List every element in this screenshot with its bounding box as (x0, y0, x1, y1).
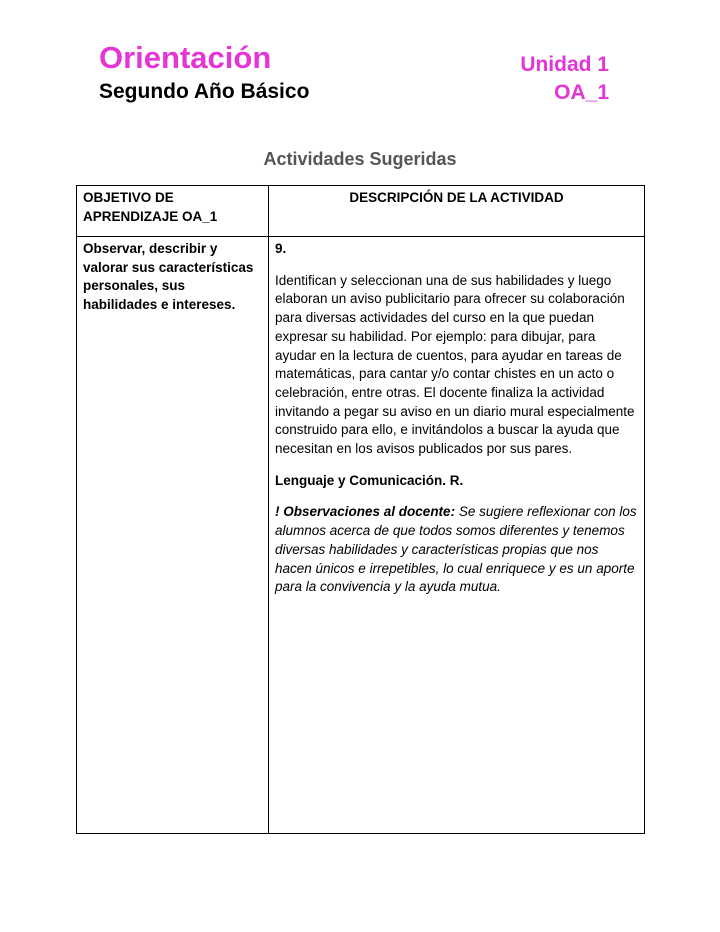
activity-cell (269, 237, 645, 834)
observations-label: ! Observaciones al docente: (275, 504, 456, 520)
related-subject: Lenguaje y Comunicación. R. (275, 472, 464, 488)
unit-label: Unidad 1 (520, 53, 609, 76)
teacher-observations (275, 503, 638, 597)
objective-column-header: OBJETIVO DE APRENDIZAJE OA_1 (77, 186, 269, 237)
activity-description: Identifican y seleccionan una de sus habilidades y luego elaboran un aviso publicitario para ofrecer su colaboración para diversas actividades del curso en la que puedan expresar su habilidad. Por ejemplo: para dibujar, para ayudar en la lectura de cuentos, para ayudar en tareas de matemáticas, para cantar y/o contar chistes en un acto o celebración, entre otras. El docente finaliza la actividad invitando a pegar su aviso en un diario mural especialmente construido para ello, e invitándolos a buscar la ayuda que necesitan en los avisos publicados por sus pares. (275, 272, 635, 457)
oa-label: OA_1 (554, 81, 609, 104)
table-row (77, 237, 645, 834)
grade-title: Segundo Año Básico (99, 80, 310, 103)
activity-number: 9. (275, 241, 287, 256)
table-header-row (77, 186, 645, 237)
objective-text: Observar, describir y valorar sus características personales, sus habilidades e intereses. (83, 241, 254, 313)
description-column-header: DESCRIPCIÓN DE LA ACTIVIDAD (269, 186, 645, 237)
section-title: Actividades Sugeridas (263, 149, 457, 169)
subject-title: Orientación (99, 40, 272, 75)
activities-table (76, 185, 645, 834)
observations-text: Se sugiere reflexionar con los alumnos acerca de que todos somos diferentes y tenemos diversas habilidades y características propias que nos hacen únicos e irrepetibles, lo cual enriquece y es un aporte para la convivencia y la ayuda mutua. (275, 504, 637, 595)
objective-cell (77, 237, 269, 834)
